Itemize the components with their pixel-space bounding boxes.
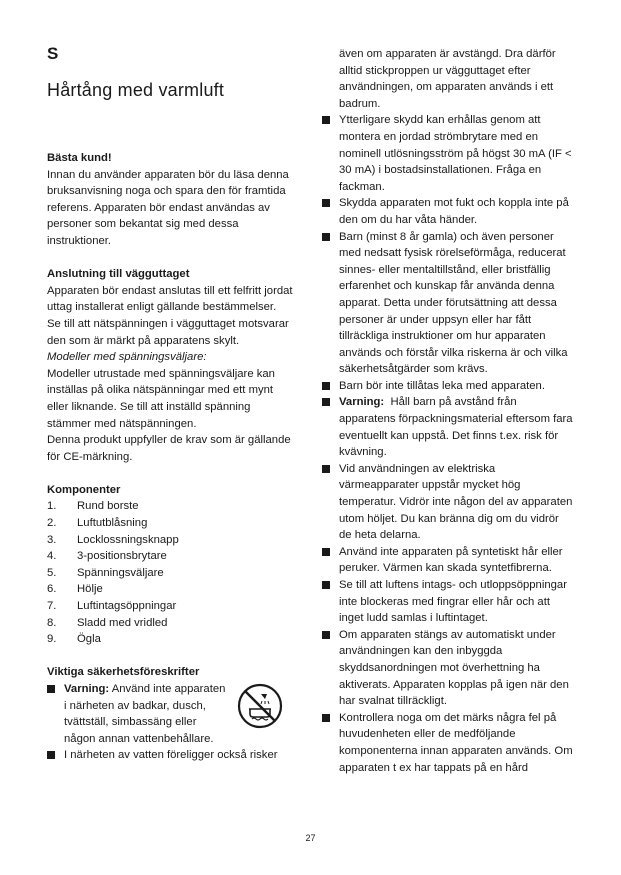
item-number: 6. <box>47 583 57 596</box>
list-item: Använd inte apparaten på syntetiskt hår eller peruker. Värmen kan skada syntetfibrerna. <box>322 544 574 577</box>
list-item <box>47 532 295 549</box>
list-item: Se till att luftens intags- och utloppsöppningar inte blockeras med fingrar eller hår och att inget ludd samlas i luftintaget. <box>322 577 574 627</box>
connection-p3: Modeller med spänningsväljare: <box>47 351 207 364</box>
item-label: Hölje <box>77 583 103 596</box>
list-item: Om apparaten stängs av automatiskt under användningen kan den inbyggda skyddsanordningen mot överhettning ha aktiverats. Apparaten kopplas på igen när den har svalnat tillräckligt. <box>322 627 574 710</box>
item-label: Sladd med vridled <box>77 616 168 629</box>
list-item: Barn bör inte tillåtas leka med apparaten. <box>322 378 574 395</box>
connection-heading: Anslutning till vägguttaget <box>47 268 190 281</box>
item-label: Spänningsväljare <box>77 566 164 579</box>
warning-label: Varning: <box>339 396 385 409</box>
list-item <box>47 681 295 747</box>
list-item: Kontrollera noga om det märks några fel på huvudenheten eller de medföljande komponenterna innan apparaten används. Om apparaten t ex har tappats på en hård <box>322 710 574 776</box>
page-number: 27 <box>305 833 316 843</box>
list-item <box>47 631 295 648</box>
warning-label: Varning: <box>64 683 110 695</box>
item-number: 4. <box>47 550 57 563</box>
list-item: Barn (minst 8 år gamla) och även personer med nedsatt fysisk rörelseförmåga, reducerat sinnes- eller mentaltillstånd, eller bristfällig erfarenhet och kunskap får använda denna apparat. Detta under förutsättning att dessa personer är under uppsyn eller har fått tillräckliga instruktioner om hur apparaten används och förstår vilka riskerna är och vilka säkerhetsåtgärder som krävs. <box>322 229 574 378</box>
item-label: 3-positionsbrytare <box>77 550 167 563</box>
connection-p2: Se till att nätspänningen i vägguttaget motsvarar den som är märkt på apparatens skylt. <box>47 317 289 347</box>
item-label: Luftutblåsning <box>77 517 148 530</box>
safety-heading: Viktiga säkerhetsföreskrifter <box>47 666 200 679</box>
language-marker: S <box>47 44 59 63</box>
item-number: 9. <box>47 633 57 646</box>
list-item: Vid användningen av elektriska värmeapparater uppstår mycket hög temperatur. Vidrör inte någon del av apparaten utom höljet. Du kan bränna dig om du vidrör de heta delarna. <box>322 461 574 544</box>
list-item <box>47 548 295 565</box>
item-number: 2. <box>47 517 57 530</box>
connection-p5: Denna produkt uppfyller de krav som är gällande för CE-märkning. <box>47 434 291 463</box>
list-item <box>47 515 295 532</box>
item-number: 7. <box>47 600 57 613</box>
item-label: Luftintagsöppningar <box>77 600 177 613</box>
left-column <box>47 150 295 764</box>
item-number: 1. <box>47 500 57 513</box>
intro-heading: Bästa kund! <box>47 152 112 164</box>
item-label: Locklossningsknapp <box>77 533 179 546</box>
list-item <box>47 581 295 598</box>
list-item: Skydda apparaten mot fukt och koppla inte på den om du har våta händer. <box>322 195 574 228</box>
list-item <box>47 565 295 582</box>
components-list <box>47 498 295 647</box>
item-label: Ögla <box>77 633 101 646</box>
list-item <box>322 394 574 460</box>
connection-p4: Modeller utrustade med spänningsväljare kan inställas på olika nätspänningar med ett mynt eller liknande. Se till att inställd spänning stämmer med nätspänningen. <box>47 367 275 430</box>
list-item <box>47 615 295 632</box>
item-number: 5. <box>47 566 57 579</box>
intro-text: Innan du använder apparaten bör du läsa denna bruksanvisning noga och spara den för framtida referens. Apparaten bör endast användas av personer som bekantat sig med dessa instruktioner. <box>47 168 289 247</box>
right-column <box>322 46 574 776</box>
safety-list <box>47 681 295 764</box>
components-heading: Komponenter <box>47 483 121 496</box>
list-item <box>47 498 295 515</box>
item-label: Rund borste <box>77 500 139 513</box>
warning-text: Håll barn på avstånd från apparatens förpackningsmaterial eftersom fara eventuellt kan uppstå. Det finns t.ex. risk för kvävning. <box>339 396 573 459</box>
warning-text: Använd inte apparaten i närheten av badkar, dusch, tvättställ, simbassäng eller någon annan vattenbehållare. <box>64 683 226 745</box>
no-bathtub-icon <box>237 683 283 729</box>
list-item: Ytterligare skydd kan erhållas genom att montera en jordad strömbrytare med en nominell utlösningsström på högst 30 mA (IF < 30 mA) i bostadsinstallationen. Fråga en fackman. <box>322 112 574 195</box>
list-item: I närheten av vatten föreligger också risker <box>47 747 295 764</box>
connection-p1: Apparaten bör endast anslutas till ett felfritt jordat uttag installerat enligt gällande bestämmelser. <box>47 284 293 314</box>
item-number: 8. <box>47 616 57 629</box>
list-item <box>47 598 295 615</box>
item-number: 3. <box>47 533 57 546</box>
page-title: Hårtång med varmluft <box>47 80 225 100</box>
list-item: även om apparaten är avstängd. Dra därför alltid stickproppen ur vägguttaget efter användningen, om apparaten används i ett badrum. <box>339 48 556 110</box>
safety-list-continued <box>322 46 574 776</box>
